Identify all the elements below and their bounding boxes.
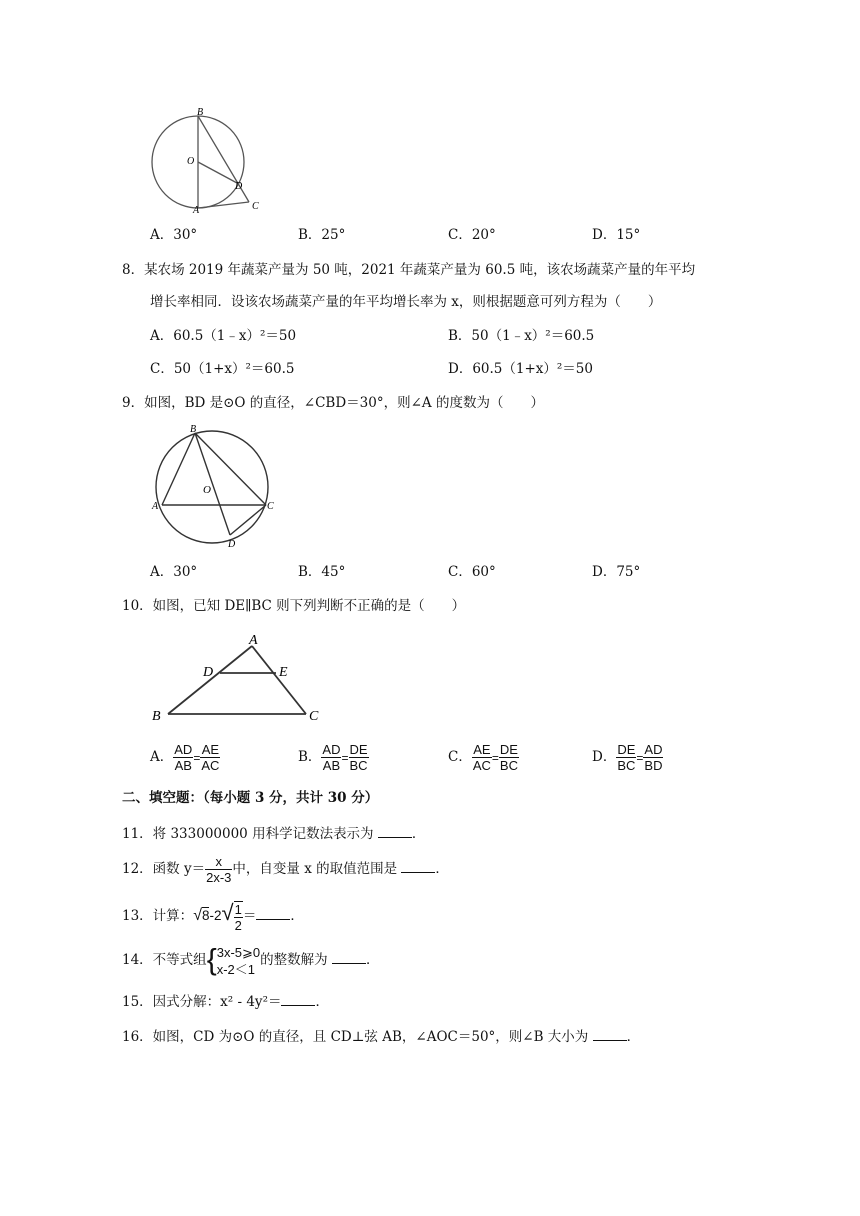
q10-option-c: C． $\frac{AE}{AC}$ = $\frac{DE}{BC}$: [448, 742, 518, 773]
q8-option-a: A．60.5（1﹣x）²＝50: [150, 328, 297, 344]
q7-label-d: D: [235, 181, 243, 192]
q9-line-bd: [195, 433, 230, 535]
q7-line-ac: [198, 202, 249, 208]
q9-line-ab: [162, 433, 195, 505]
q16-answer-blank[interactable]: [593, 1026, 627, 1041]
q7-figure: [145, 105, 275, 215]
q9-label-d: D: [228, 539, 236, 550]
q10-label-d: D: [203, 665, 214, 680]
q10-line-ac: [252, 646, 306, 714]
section-2-title: 二、填空题：（每小题 3 分，共计 30 分）: [122, 790, 379, 806]
q9-circle: [156, 431, 268, 543]
q7-option-d: D．15°: [592, 227, 641, 243]
q10-label-c: C: [309, 709, 319, 724]
q10-label-e: E: [279, 665, 288, 680]
q8-option-c: C．50（1+x）²＝60.5: [150, 361, 295, 377]
q8-line-1: 8．某农场 2019 年蔬菜产量为 50 吨，2021 年蔬菜产量为 60.5 吨，该农场蔬菜产量的年平均: [122, 262, 696, 278]
q9-option-d: D．75°: [592, 564, 641, 580]
q7-label-c: C: [252, 201, 259, 212]
q7-option-a: A．30°: [150, 227, 198, 243]
q14-question: 14．不等式组{ 3x-5⩾0 x-2＜1 的整数解为 ．: [122, 943, 380, 977]
q11-answer-blank[interactable]: [378, 823, 412, 838]
q10-option-b: B． $\frac{AD}{AB}$ = $\frac{DE}{BC}$: [298, 742, 368, 773]
q15-question: 15．因式分解：x² - 4y²＝ ．: [122, 991, 329, 1012]
q8-line-2: 增长率相同．设该农场蔬菜产量的年平均增长率为 x，则根据题意可列方程为（ ）: [150, 294, 662, 310]
q15-answer-blank[interactable]: [281, 991, 315, 1006]
q10-option-d: D． $\frac{DE}{BC}$ = $\frac{AD}{BD}$: [592, 742, 663, 773]
q10-option-a: A． $\frac{AD}{AB}$ = $\frac{AE}{AC}$: [150, 742, 220, 773]
q10-line-ab: [168, 646, 252, 714]
q12-answer-blank[interactable]: [401, 858, 435, 873]
q7-label-b: B: [197, 107, 204, 118]
q7-option-b: B．25°: [298, 227, 346, 243]
q13-question: 13．计算：√8-2√ $\frac{1}{2}$ ＝ ．: [122, 900, 304, 933]
q12-question: 12．函数 y＝ $\frac{x}{2x-3}$ 中，自变量 x 的取值范围是 ．: [122, 854, 449, 885]
q8-option-b: B．50（1﹣x）²＝60.5: [448, 328, 595, 344]
q10-label-a: A: [249, 633, 258, 648]
q10-figure: [148, 630, 333, 725]
q7-label-o: O: [187, 156, 195, 167]
q9-option-a: A．30°: [150, 564, 198, 580]
q10-question: 10．如图，已知 DE∥BC 则下列判断不正确的是（ ）: [122, 598, 466, 614]
q14-answer-blank[interactable]: [332, 949, 366, 964]
q9-label-b: B: [190, 424, 197, 435]
q9-figure: [150, 423, 280, 553]
q9-label-a: A: [152, 501, 159, 512]
q10-label-b: B: [152, 709, 161, 724]
q7-option-c: C．20°: [448, 227, 496, 243]
q7-label-a: A: [193, 205, 200, 215]
q11-question: 11．将 333000000 用科学记数法表示为 ．: [122, 823, 425, 844]
q16-question: 16．如图，CD 为⊙O 的直径，且 CD⊥弦 AB，∠AOC＝50°，则∠B 大小为 ．: [122, 1026, 640, 1047]
q8-option-d: D．60.5（1+x）²＝50: [448, 361, 593, 377]
q9-label-c: C: [267, 501, 274, 512]
q13-answer-blank[interactable]: [256, 905, 290, 920]
q9-label-o: O: [203, 484, 211, 496]
q9-option-b: B．45°: [298, 564, 346, 580]
q9-question: 9．如图，BD 是⊙O 的直径，∠CBD＝30°，则∠A 的度数为（ ）: [122, 395, 544, 411]
q9-option-c: C．60°: [448, 564, 496, 580]
